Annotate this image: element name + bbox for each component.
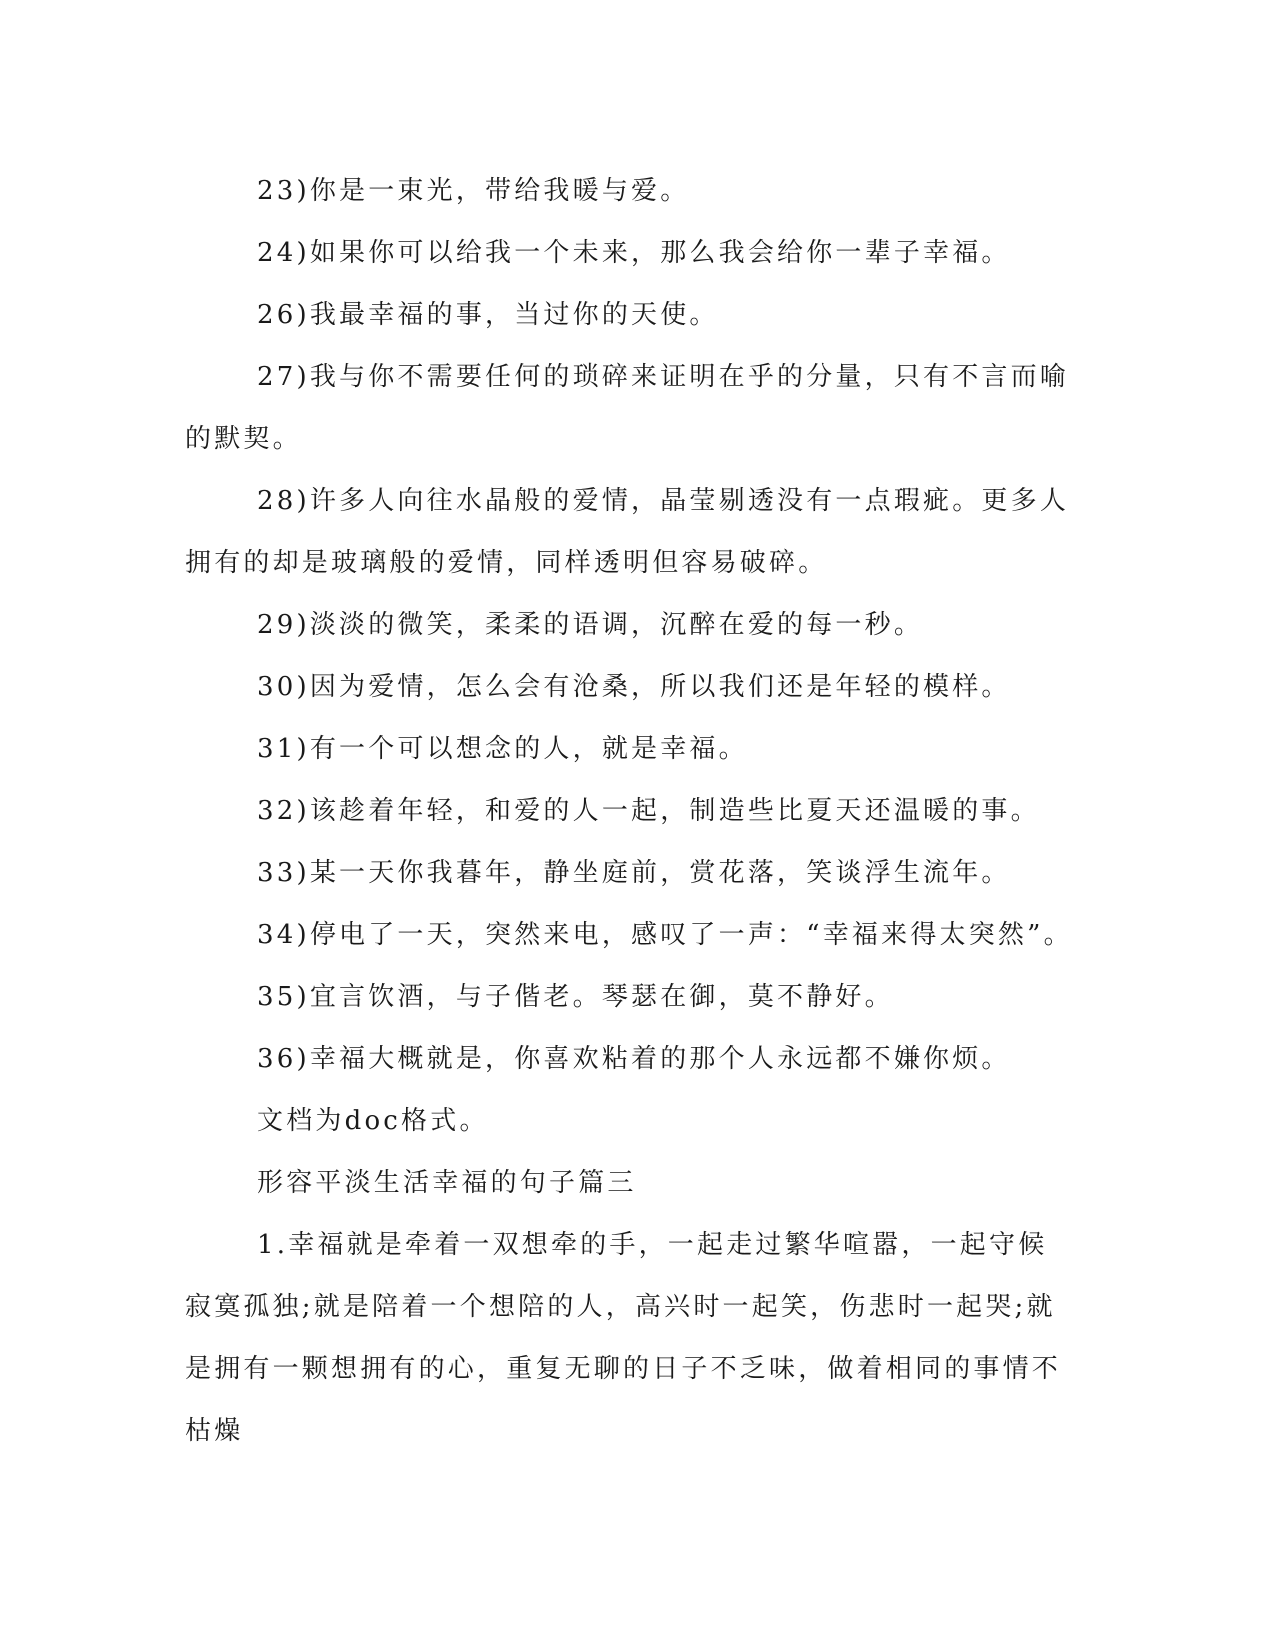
paragraph-33: 33)某一天你我暮年，静坐庭前，赏花落，笑谈浮生流年。 — [257, 858, 1011, 888]
section-title: 形容平淡生活幸福的句子篇三 — [257, 1168, 637, 1198]
paragraph-24: 24)如果你可以给我一个未来，那么我会给你一辈子幸福。 — [257, 238, 1011, 268]
paragraph-36: 36)幸福大概就是，你喜欢粘着的那个人永远都不嫌你烦。 — [257, 1044, 1011, 1074]
paragraph-28: 28)许多人向往水晶般的爱情，晶莹剔透没有一点瑕疵。更多人拥有的却是玻璃般的爱情，同样透明但容易破碎。 — [185, 486, 1070, 578]
paragraph-35: 35)宜言饮酒，与子偕老。琴瑟在御，莫不静好。 — [257, 982, 894, 1012]
paragraph-34: 34)停电了一天，突然来电，感叹了一声：“幸福来得太突然”。 — [257, 920, 1073, 950]
paragraph-31: 31)有一个可以想念的人，就是幸福。 — [257, 734, 748, 764]
paragraph-23: 23)你是一束光，带给我暖与爱。 — [257, 176, 690, 206]
section-paragraph-1: 1.幸福就是牵着一双想牵的手，一起走过繁华喧嚣，一起守候寂寞孤独;就是陪着一个想陪的人，高兴时一起笑，伤悲时一起哭;就是拥有一颗想拥有的心，重复无聊的日子不乏味，做着相同的事情不枯燥 — [185, 1230, 1062, 1446]
paragraph-29: 29)淡淡的微笑，柔柔的语调，沉醉在爱的每一秒。 — [257, 610, 924, 640]
paragraph-26: 26)我最幸福的事，当过你的天使。 — [257, 300, 719, 330]
document-body — [185, 160, 1075, 1462]
paragraph-32: 32)该趁着年轻，和爱的人一起，制造些比夏天还温暖的事。 — [257, 796, 1040, 826]
format-note: 文档为doc格式。 — [257, 1106, 489, 1136]
paragraph-30: 30)因为爱情，怎么会有沧桑，所以我们还是年轻的模样。 — [257, 672, 1011, 702]
paragraph-27: 27)我与你不需要任何的琐碎来证明在乎的分量，只有不言而喻的默契。 — [185, 362, 1070, 454]
